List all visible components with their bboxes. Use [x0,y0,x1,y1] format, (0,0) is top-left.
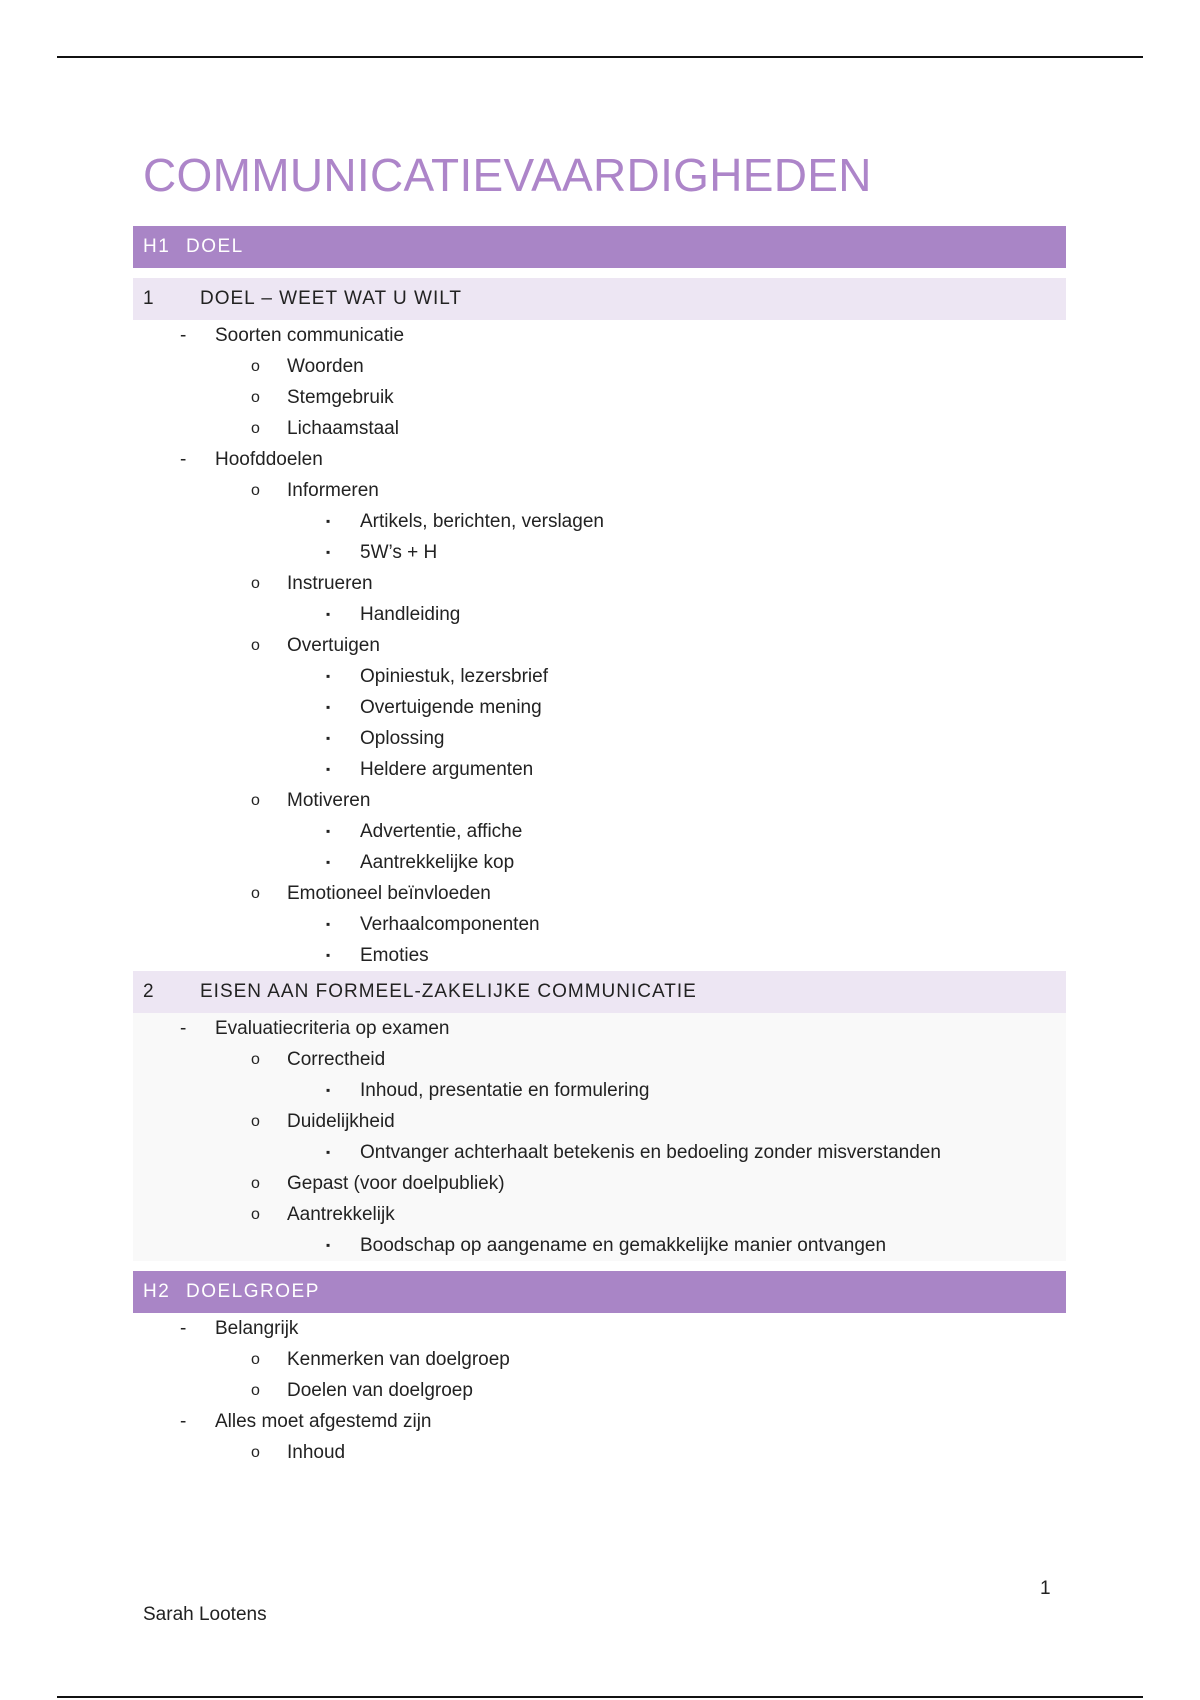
square-bullet: ▪ [326,607,331,621]
circle-bullet: o [251,389,260,406]
list-item-text: Woorden [287,356,364,377]
list-item-text: Soorten communicatie [215,325,405,346]
list-item-text: Oplossing [360,728,445,749]
list-item [133,661,1066,692]
spacer [133,268,1066,278]
list-item-text: Emotioneel beïnvloeden [287,883,491,904]
list-item-text: Handleiding [360,604,461,625]
list-item-text: Kenmerken van doelgroep [287,1349,510,1370]
square-bullet: ▪ [326,824,331,838]
circle-bullet: o [251,575,260,592]
list-item [133,785,1066,816]
list-item [133,1044,1066,1075]
section-label: EISEN AAN FORMEEL-ZAKELIJKE COMMUNICATIE [200,981,697,1002]
list-item [133,1437,1066,1468]
list-item-text: Doelen van doelgroep [287,1380,473,1401]
list-item-text: Aantrekkelijke kop [360,852,515,873]
list-item-text: Duidelijkheid [287,1111,395,1132]
list-item [133,1168,1066,1199]
square-bullet: ▪ [326,669,331,683]
list-item [133,1406,1066,1437]
list-item [133,1137,1066,1168]
chapter-heading-h2 [133,1271,1066,1313]
section-number: 1 [143,288,155,309]
list-item-text: Emoties [360,945,429,966]
square-bullet: ▪ [326,1145,331,1159]
list-item-text: Inhoud [287,1442,346,1463]
square-bullet: ▪ [326,700,331,714]
square-bullet: ▪ [326,762,331,776]
circle-bullet: o [251,637,260,654]
list-item-text: Artikels, berichten, verslagen [360,511,604,532]
list-item [133,413,1066,444]
circle-bullet: o [251,1444,260,1461]
square-bullet: ▪ [326,731,331,745]
list-item [133,351,1066,382]
dash-bullet: - [180,1411,187,1432]
section-2-body [133,1013,1066,1261]
page-number: 1 [1040,1578,1051,1599]
list-item-text: Correctheid [287,1049,386,1070]
chapter-number: H1 [143,236,171,257]
square-bullet: ▪ [326,514,331,528]
list-item [133,754,1066,785]
top-rule [57,56,1143,58]
list-item [133,444,1066,475]
square-bullet: ▪ [326,917,331,931]
circle-bullet: o [251,885,260,902]
list-item [133,723,1066,754]
circle-bullet: o [251,1382,260,1399]
list-item-text: Evaluatiecriteria op examen [215,1018,450,1039]
list-item-text: Opiniestuk, lezersbrief [360,666,548,687]
list-item-text: Hoofddoelen [215,449,323,470]
dash-bullet: - [180,325,187,346]
dash-bullet: - [180,1018,187,1039]
square-bullet: ▪ [326,545,331,559]
list-item [133,1230,1066,1261]
circle-bullet: o [251,482,260,499]
chapter-heading-h1 [133,226,1066,268]
list-item [133,940,1066,971]
list-item [133,537,1066,568]
list-item [133,320,1066,351]
list-item-text: Verhaalcomponenten [360,914,540,935]
list-item-text: Overtuigende mening [360,697,542,718]
list-item-text: Stemgebruik [287,387,394,408]
square-bullet: ▪ [326,1083,331,1097]
square-bullet: ▪ [326,1238,331,1252]
dash-bullet: - [180,1318,187,1339]
list-item-text: Lichaamstaal [287,418,399,439]
list-item-text: Instrueren [287,573,373,594]
author-footer: Sarah Lootens [143,1604,267,1625]
list-item-text: Boodschap op aangename en gemakkelijke manier ontvangen [360,1235,887,1256]
square-bullet: ▪ [326,948,331,962]
list-item-text: Gepast (voor doelpubliek) [287,1173,505,1194]
list-item [133,847,1066,878]
list-item-text: Inhoud, presentatie en formulering [360,1080,650,1101]
list-item [133,1013,1066,1044]
list-item-text: 5W’s + H [360,542,438,563]
list-item [133,1075,1066,1106]
circle-bullet: o [251,420,260,437]
circle-bullet: o [251,1051,260,1068]
list-item-text: Advertentie, affiche [360,821,523,842]
list-item [133,816,1066,847]
circle-bullet: o [251,1206,260,1223]
dash-bullet: - [180,449,187,470]
list-item [133,1313,1066,1344]
chapter-label: DOEL [186,236,244,257]
list-item [133,568,1066,599]
circle-bullet: o [251,1175,260,1192]
section-2-list [133,1013,1066,1261]
square-bullet: ▪ [326,855,331,869]
list-item [133,382,1066,413]
section-number: 2 [143,981,155,1002]
circle-bullet: o [251,1113,260,1130]
list-item [133,878,1066,909]
list-item [133,599,1066,630]
list-item-text: Informeren [287,480,379,501]
circle-bullet: o [251,792,260,809]
section-label: DOEL – WEET WAT U WILT [200,288,462,309]
list-item [133,1344,1066,1375]
list-item [133,1106,1066,1137]
chapter-label: DOELGROEP [186,1281,320,1302]
circle-bullet: o [251,358,260,375]
list-item-text: Aantrekkelijk [287,1204,395,1225]
list-item-text: Belangrijk [215,1318,299,1339]
list-item-text: Ontvanger achterhaalt betekenis en bedoeling zonder misverstanden [360,1142,941,1163]
section-heading-2 [133,971,1066,1013]
list-item-text: Heldere argumenten [360,759,534,780]
list-item-text: Overtuigen [287,635,380,656]
bottom-rule [57,1696,1143,1698]
list-item [133,1199,1066,1230]
list-item [133,692,1066,723]
list-item [133,909,1066,940]
list-item-text: Motiveren [287,790,371,811]
list-item [133,630,1066,661]
list-item [133,475,1066,506]
list-item [133,506,1066,537]
document-page [133,140,1066,1468]
section-heading-1 [133,278,1066,320]
circle-bullet: o [251,1351,260,1368]
document-title: COMMUNICATIEVAARDIGHEDEN [143,149,872,201]
chapter-2-list [133,1313,1066,1468]
section-1-list [133,320,1066,971]
chapter-number: H2 [143,1281,171,1302]
list-item-text: Alles moet afgestemd zijn [215,1411,432,1432]
list-item [133,1375,1066,1406]
